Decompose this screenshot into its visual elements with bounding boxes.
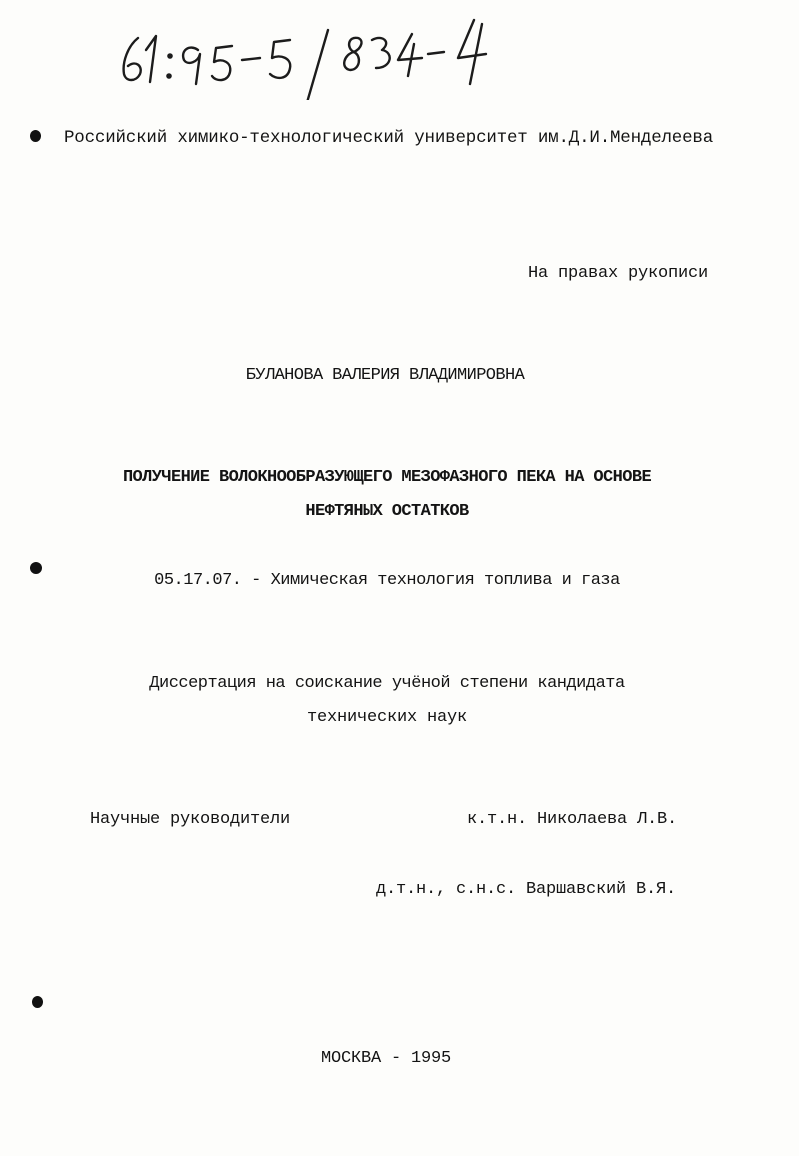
specialty-code: 05.17.07. - Химическая технология топлива и газа bbox=[154, 571, 620, 590]
dissertation-title-line-1: ПОЛУЧЕНИЕ ВОЛОКНООБРАЗУЮЩЕГО МЕЗОФАЗНОГО ПЕКА НА ОСНОВЕ bbox=[122, 468, 652, 487]
binding-hole-mark bbox=[32, 996, 43, 1008]
supervisors-label: Научные руководители bbox=[90, 810, 291, 829]
supervisor-first: к.т.н. Николаева Л.В. bbox=[467, 810, 678, 829]
degree-line-1: Диссертация на соискание учёной степени кандидата bbox=[149, 674, 625, 693]
author-name: БУЛАНОВА ВАЛЕРИЯ ВЛАДИМИРОВНА bbox=[245, 366, 525, 385]
institution-name: Российский химико-технологический университет им.Д.И.Менделеева bbox=[64, 128, 714, 148]
manuscript-rights-note: На правах рукописи bbox=[528, 264, 709, 283]
degree-line-2: технических наук bbox=[306, 708, 468, 727]
binding-hole-mark bbox=[30, 130, 41, 142]
supervisor-second: д.т.н., с.н.с. Варшавский В.Я. bbox=[376, 880, 677, 899]
handwritten-archive-number bbox=[100, 10, 520, 100]
city-year: МОСКВА - 1995 bbox=[320, 1049, 452, 1068]
dissertation-title-line-2: НЕФТЯНЫХ ОСТАТКОВ bbox=[305, 502, 469, 521]
